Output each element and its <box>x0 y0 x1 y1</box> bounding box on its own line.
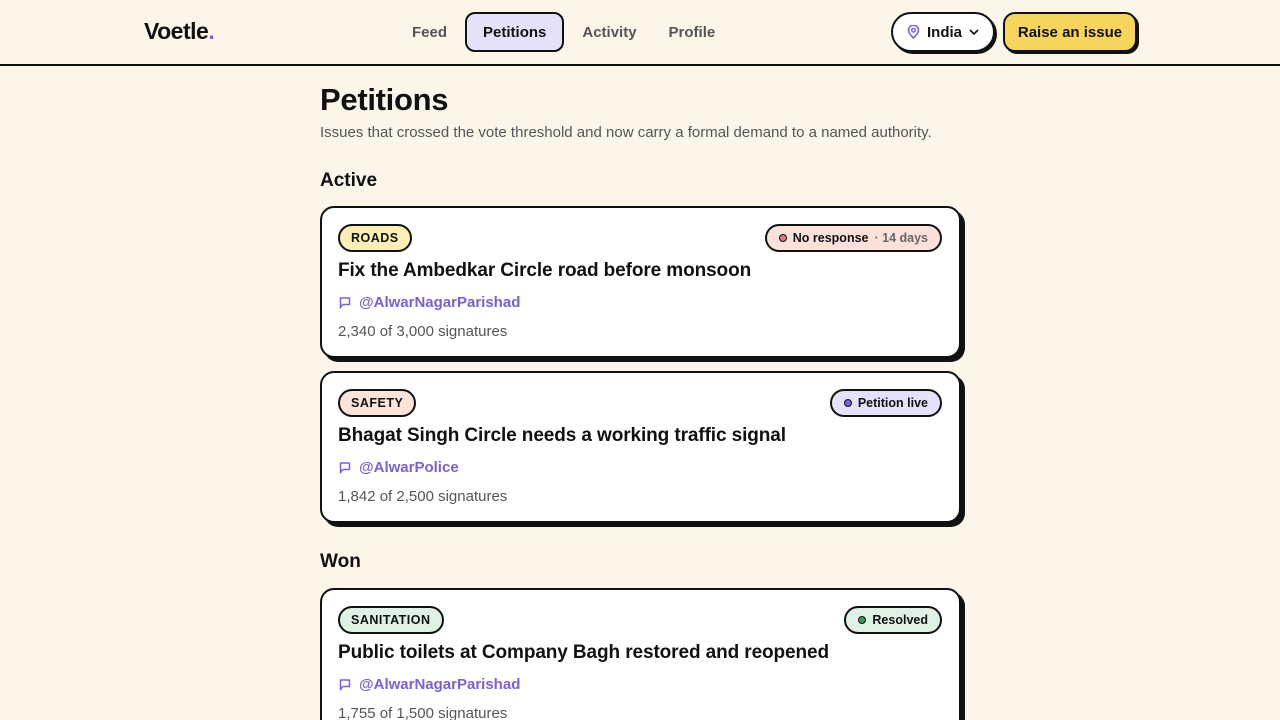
status-label: Resolved <box>872 613 928 627</box>
status-dot-icon <box>844 399 852 407</box>
authority-handle-text: @AlwarNagarParishad <box>359 676 521 693</box>
authority-handle[interactable] <box>338 459 459 476</box>
petition-card[interactable] <box>320 588 961 720</box>
tab-activity[interactable]: Activity <box>582 23 637 41</box>
status-label: Petition live <box>857 396 928 410</box>
status-label: No response <box>792 231 869 245</box>
category-tag: SAFETY <box>338 389 416 417</box>
logo-dot: . <box>208 18 215 44</box>
signature-count: 1,755 of 1,500 signatures <box>338 705 508 720</box>
petition-card[interactable] <box>320 206 961 358</box>
location-pin-icon <box>907 25 920 39</box>
authority-handle-text: @AlwarNagarParishad <box>359 294 521 311</box>
status-badge <box>765 224 942 252</box>
status-badge <box>830 389 942 417</box>
section-active-title: Active <box>320 170 378 191</box>
chevron-down-icon <box>969 29 979 35</box>
status-duration: · 14 days <box>874 231 928 245</box>
category-tag: SANITATION <box>338 606 444 634</box>
status-dot-icon <box>858 616 866 624</box>
tab-petitions[interactable]: Petitions <box>465 12 564 52</box>
signature-count: 1,842 of 2,500 signatures <box>338 488 508 505</box>
page-title: Petitions <box>320 82 449 117</box>
tab-feed[interactable]: Feed <box>412 23 448 41</box>
petition-title: Fix the Ambedkar Circle road before monsoon <box>338 260 752 281</box>
authority-handle[interactable] <box>338 294 520 311</box>
logo-text: Voetle <box>144 18 209 44</box>
status-dot-icon <box>779 234 787 242</box>
flag-icon <box>338 296 352 310</box>
status-badge <box>844 606 942 634</box>
top-bar <box>0 0 1280 66</box>
flag-icon <box>338 461 352 475</box>
petition-title: Bhagat Singh Circle needs a working traffic signal <box>338 425 786 446</box>
petition-card[interactable] <box>320 371 961 523</box>
main-nav <box>398 12 729 52</box>
section-won-title: Won <box>320 551 361 572</box>
category-tag: ROADS <box>338 224 412 252</box>
country-label: India <box>926 23 962 41</box>
page-subtitle: Issues that crossed the vote threshold and now carry a formal demand to a named authority. <box>320 124 932 141</box>
authority-handle-text: @AlwarPolice <box>359 459 459 476</box>
flag-icon <box>338 678 352 692</box>
logo[interactable] <box>144 18 214 45</box>
country-selector[interactable] <box>891 12 995 52</box>
raise-issue-button[interactable]: Raise an issue <box>1003 12 1137 52</box>
authority-handle[interactable] <box>338 676 520 693</box>
signature-count: 2,340 of 3,000 signatures <box>338 323 508 340</box>
petition-title: Public toilets at Company Bagh restored and reopened <box>338 642 829 663</box>
tab-profile[interactable]: Profile <box>668 23 716 41</box>
